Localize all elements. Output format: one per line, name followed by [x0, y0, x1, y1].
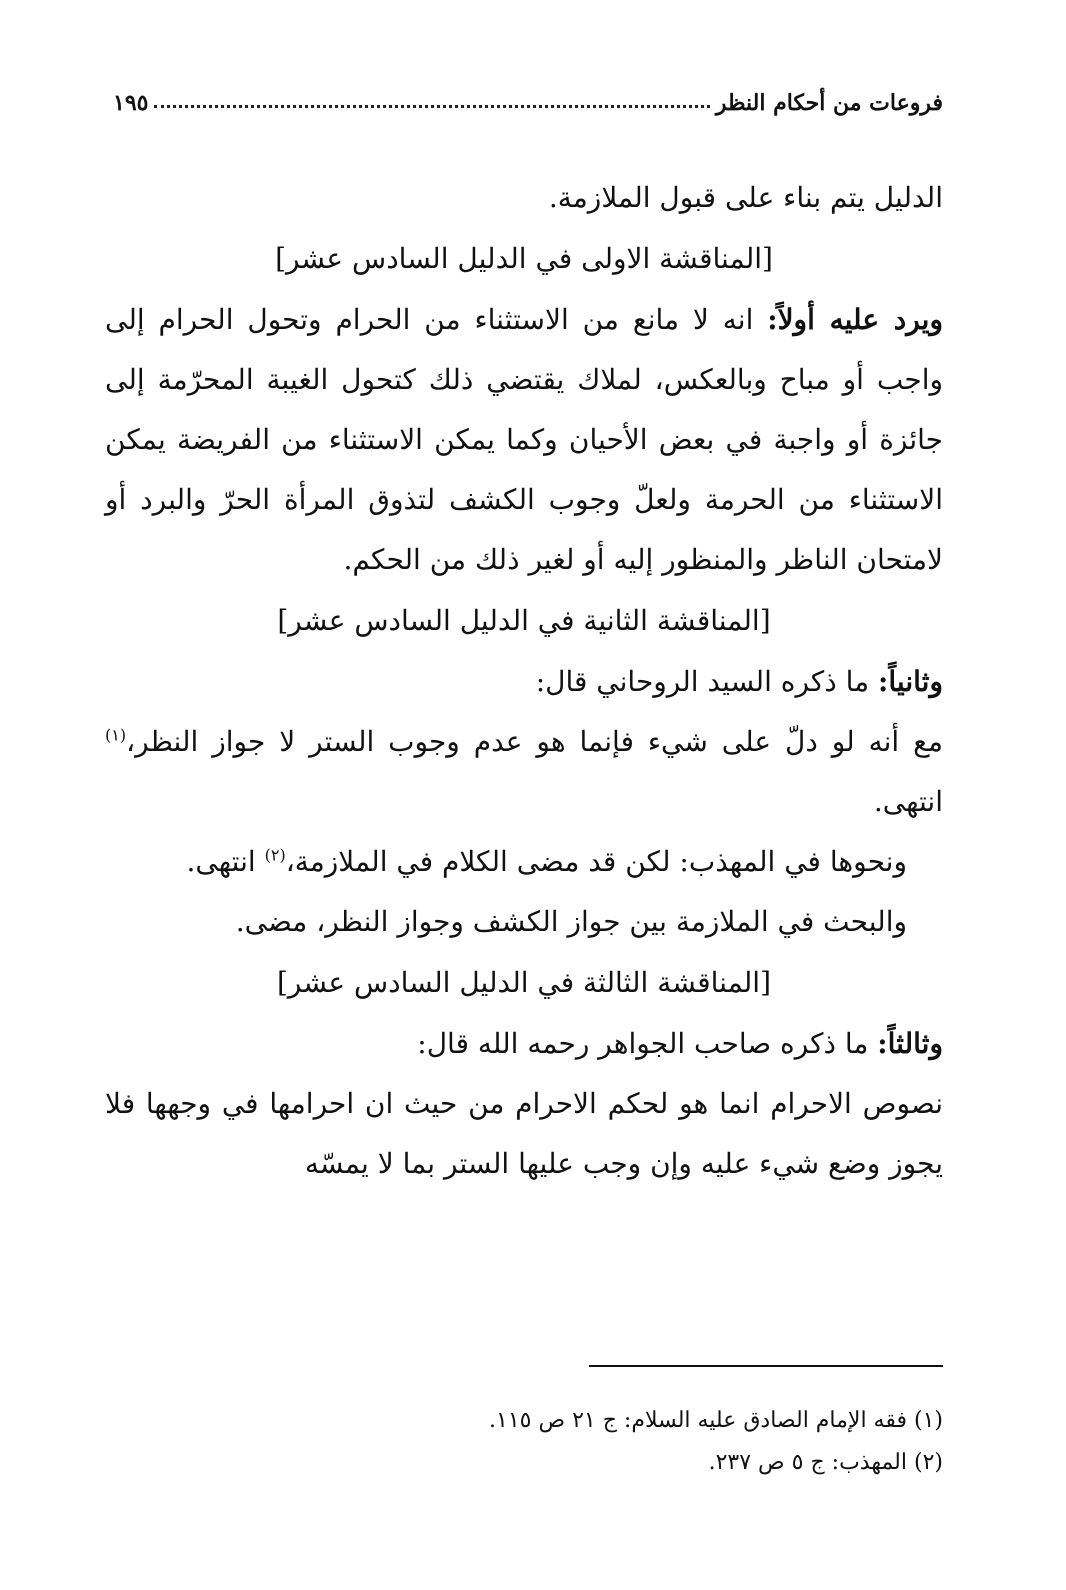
chapter-title: فروعات من أحكام النظر	[715, 90, 943, 116]
page-body	[105, 168, 943, 1194]
quotation-muhadhdhab	[105, 832, 943, 892]
section-heading-second-discussion: [المناقشة الثانية في الدليل السادس عشر]	[277, 604, 771, 637]
paragraph-continuation: الدليل يتم بناء على قبول الملازمة.	[548, 181, 943, 214]
paragraph-second-objection	[105, 652, 943, 712]
paragraph-lead-third: وثالثاً:	[877, 1027, 943, 1060]
footnote-2: (٢) المهذب: ج ٥ ص ٢٣٧.	[708, 1450, 943, 1475]
paragraph-text: انه لا مانع من الاستثناء من الحرام وتحول الحرام إلى واجب أو مباح وبالعكس، لملاك يقتضي ذلك كتحول الغيبة المحرّمة إلى جائزة أو واجبة في بعض الأحيان وكما يمكن الاستثناء من الفريضة يمكن الاستثناء من الحرمة ولعلّ وجوب الكشف لتذوق المرأة الحرّ والبرد أو لامتحان الناظر والمنظور إليه أو لغير ذلك من الحكم.	[105, 303, 943, 576]
quotation-tail: انتهى.	[873, 785, 943, 818]
quotation-rohani	[105, 712, 943, 832]
paragraph-third-objection	[105, 1014, 943, 1074]
quotation-tail: انتهى.	[186, 845, 265, 878]
page-number: ١٩٥	[113, 90, 149, 116]
footnote-reference-1[interactable]: (١)	[105, 725, 127, 745]
paragraph-text: ما ذكره السيد الروحاني قال:	[535, 665, 879, 698]
paragraph-lead-second: وثانياً:	[878, 665, 943, 698]
quotation-text: مع أنه لو دلّ على شيء فإنما هو عدم وجوب الستر لا جواز النظر،	[126, 725, 943, 758]
footnote-separator	[589, 1365, 943, 1367]
running-header	[105, 80, 943, 116]
paragraph-first-objection	[105, 290, 943, 590]
footnotes	[105, 1400, 943, 1484]
paragraph-lead-first: ويرد عليه أولاً:	[767, 303, 943, 336]
footnote-reference-2[interactable]: (٢)	[264, 845, 286, 865]
footnote-1: (١) فقه الإمام الصادق عليه السلام: ج ٢١ ص ١١٥.	[489, 1408, 943, 1433]
quotation-text: ونحوها في المهذب: لكن قد مضى الكلام في الملازمة،	[285, 845, 907, 878]
paragraph-note: والبحث في الملازمة بين جواز الكشف وجواز النظر، مضى.	[235, 905, 907, 938]
header-dot-leader	[154, 105, 709, 108]
section-heading-first-discussion: [المناقشة الاولى في الدليل السادس عشر]	[275, 242, 773, 275]
quotation-jawahir: نصوص الاحرام انما هو لحكم الاحرام من حيث ان احرامها في وجهها فلا يجوز وضع شيء عليه وإن وجب عليها الستر بما لا يمسّه	[105, 1087, 943, 1180]
paragraph-text: ما ذكره صاحب الجواهر رحمه الله قال:	[417, 1027, 878, 1060]
section-heading-third-discussion: [المناقشة الثالثة في الدليل السادس عشر]	[276, 966, 771, 999]
book-page	[105, 0, 943, 1590]
